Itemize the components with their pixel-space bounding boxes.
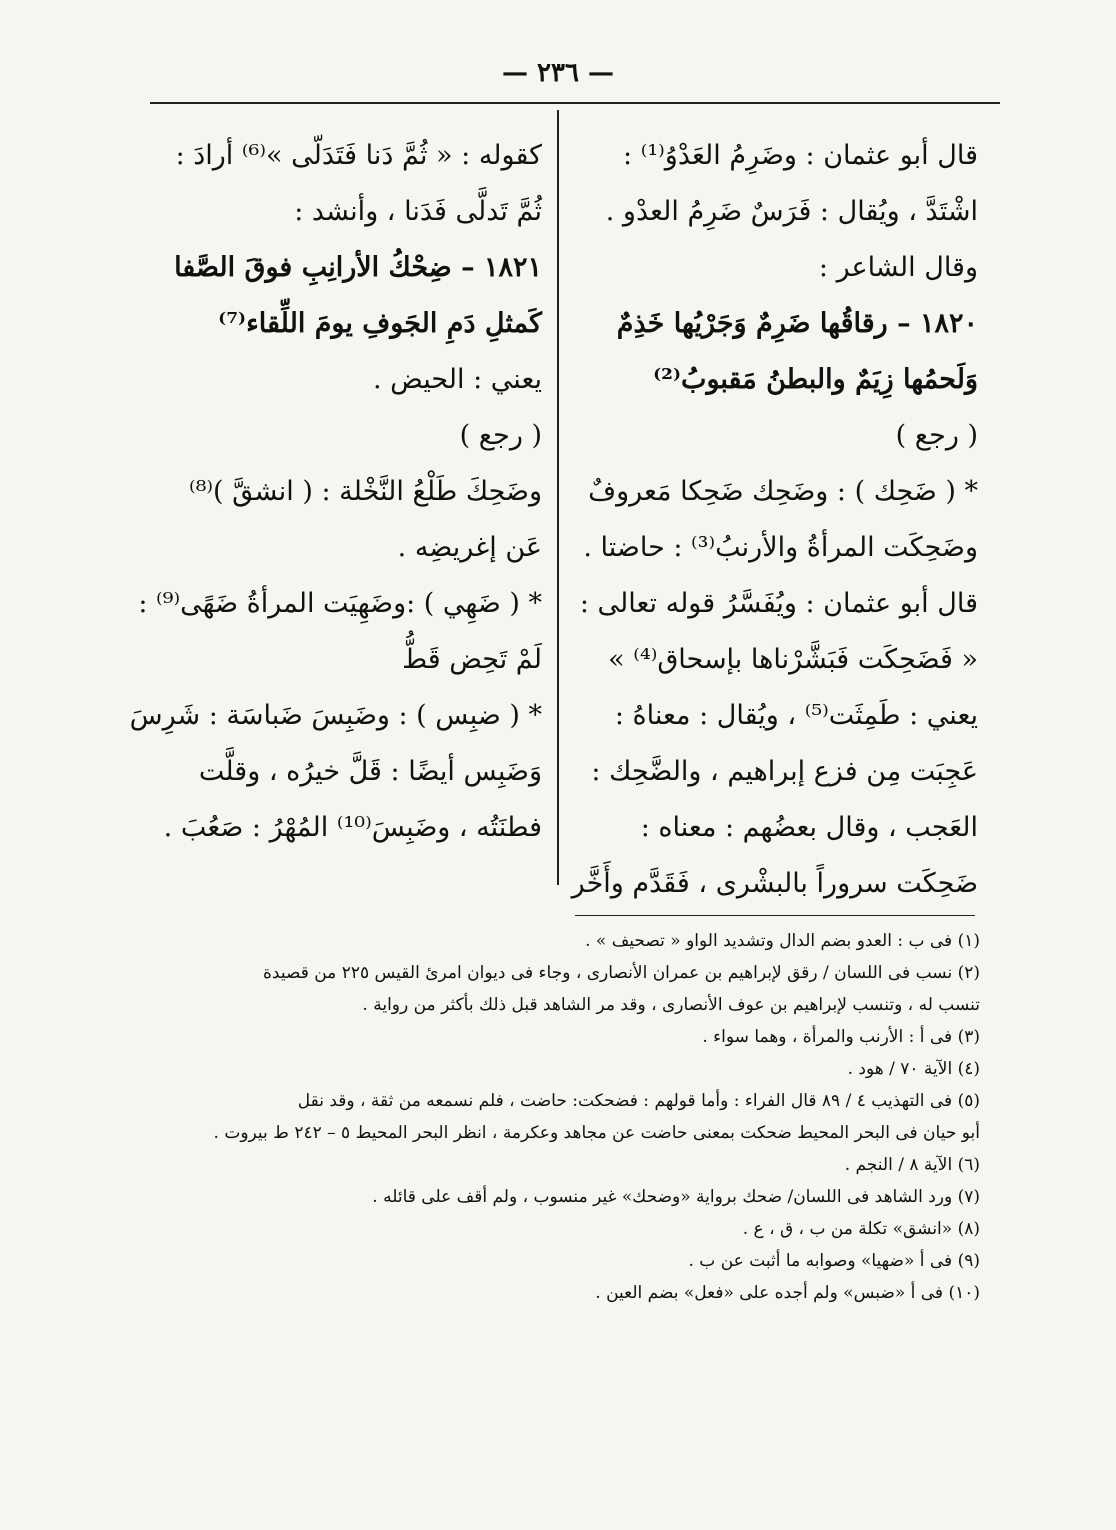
footnote-continuation: تنسب له ، وتنسب لإبراهيم بن عوف الأنصارى ، وقد مر الشاهد قبل ذلك بأكثر من رواية .	[362, 995, 980, 1015]
footnote: (٢) نسب فى اللسان / رقق لإبراهيم بن عمران الأنصارى ، وجاء فى ديوان امرئ القيس ٢٢٥ من قصيدة	[263, 963, 980, 983]
text-line: اشْتَدَّ ، ويُقال : فَرَسٌ ضَرِمُ العدْو .	[605, 196, 978, 227]
footnote: (١) فى ب : العدو بضم الدال وتشديد الواو « تصحيف » .	[585, 931, 980, 951]
text-line: كقوله : « ثُمَّ دَنا فَتَدَلّى »⁽⁶⁾ أرادَ :	[175, 140, 542, 171]
left-column	[129, 128, 542, 856]
footnote: (٧) ورد الشاهد فى اللسان/ ضحك برواية «وضحك» غير منسوب ، ولم أقف على قائله .	[372, 1187, 980, 1207]
right-column	[571, 128, 978, 912]
text-line: * ( ضَحِك ) : وضَحِك ضَحِكا مَعروفٌ	[588, 476, 978, 507]
text-line: ضَحِكَت سروراً بالبشْرى ، فَقَدَّم وأَخَّر	[571, 868, 978, 899]
text-line: العَجب ، وقال بعضُهم : معناه :	[640, 812, 978, 843]
text-line: وضَحِكَت المرأةُ والأرنبُ⁽³⁾ : حاضتا .	[583, 532, 978, 563]
verse-line: وَلَحمُها زِيَمٌ والبطنُ مَقبوبُ⁽²⁾	[653, 364, 978, 395]
text-line: قال أبو عثمان : ويُفَسَّرُ قوله تعالى :	[579, 588, 978, 619]
text-line: « فَضَحِكَت فَبَشَّرْناها بإسحاق⁽⁴⁾ »	[608, 644, 978, 675]
text-line: يعني : الحيض .	[372, 364, 542, 395]
text-line: * ( ضَهِي ) :وضَهِيَت المرأةُ ضَهًى⁽⁹⁾ :	[138, 588, 542, 619]
text-line: عَجِبَت مِن فزع إبراهيم ، والضَّحِك :	[591, 756, 978, 787]
page-number: — ٢٣٦ —	[501, 58, 615, 88]
section-marker: ( رجع )	[459, 420, 542, 451]
text-line: قال أبو عثمان : وضَرِمُ العَدْوُ⁽¹⁾ :	[623, 140, 978, 171]
footnote: (٩) فى أ «ضهيا» وصوابه ما أثبت عن ب .	[688, 1251, 980, 1271]
text-line: لَمْ تَحِض قَطُّ	[402, 644, 542, 675]
verse-line: ١٨٢١ – ضِحْكُ الأرانِبِ فوقَ الصَّفا	[174, 252, 542, 283]
footnote-continuation: أبو حيان فى البحر المحيط ضحكت بمعنى حاضت عن مجاهد وعكرمة ، انظر البحر المحيط ٥ – ٢٤٢ ط بيروت .	[213, 1123, 980, 1143]
column-divider	[557, 110, 559, 885]
text-line: ثُمَّ تَدلَّى فَدَنا ، وأنشد :	[294, 196, 542, 227]
section-marker: ( رجع )	[895, 420, 978, 451]
verse-line: ١٨٢٠ – رقاقُها ضَرِمٌ وَجَرْيُها خَذِمٌ	[616, 308, 978, 339]
footnotes	[160, 925, 980, 1309]
text-line: وقال الشاعر :	[818, 252, 978, 283]
text-line: عَن إغريضِه .	[397, 532, 542, 563]
text-line: وَضَبِس أيضًا : قَلَّ خيرُه ، وقلَّت	[198, 756, 542, 787]
footnote: (٦) الآية ٨ / النجم .	[844, 1155, 980, 1175]
verse-line: كَمثلِ دَمِ الجَوفِ يومَ اللِّقاء⁽⁷⁾	[218, 308, 542, 339]
footnote: (١٠) فى أ «ضبس» ولم أجده على «فعل» بضم العين .	[595, 1283, 980, 1303]
header-rule	[150, 102, 1000, 104]
footnote: (٣) فى أ : الأرنب والمرأة ، وهما سواء .	[702, 1027, 980, 1047]
footnote: (٥) فى التهذيب ٤ / ٨٩ قال الفراء : وأما قولهم : فضحكت: حاضت ، فلم نسمعه من ثقة ، وقد نقل	[297, 1091, 980, 1111]
text-line: وضَحِكَ طَلْعُ النَّخْلة : ( انشقَّ )⁽⁸⁾	[188, 476, 542, 507]
footnote: (٤) الآية ٧٠ / هود .	[847, 1059, 980, 1079]
footnote-rule	[575, 915, 975, 916]
text-line: * ( ضبِس ) : وضَبِسَ ضَباسَة : شَرِسَ	[129, 700, 542, 731]
footnote: (٨) «انشق» تكلة من ب ، ق ، ع .	[742, 1219, 980, 1239]
text-line: يعني : طَمِثَت⁽⁵⁾ ، ويُقال : معناهُ :	[614, 700, 978, 731]
text-line: فطنَتُه ، وضَبِسَ⁽¹⁰⁾ المُهْرُ : صَعُبَ .	[163, 812, 542, 843]
